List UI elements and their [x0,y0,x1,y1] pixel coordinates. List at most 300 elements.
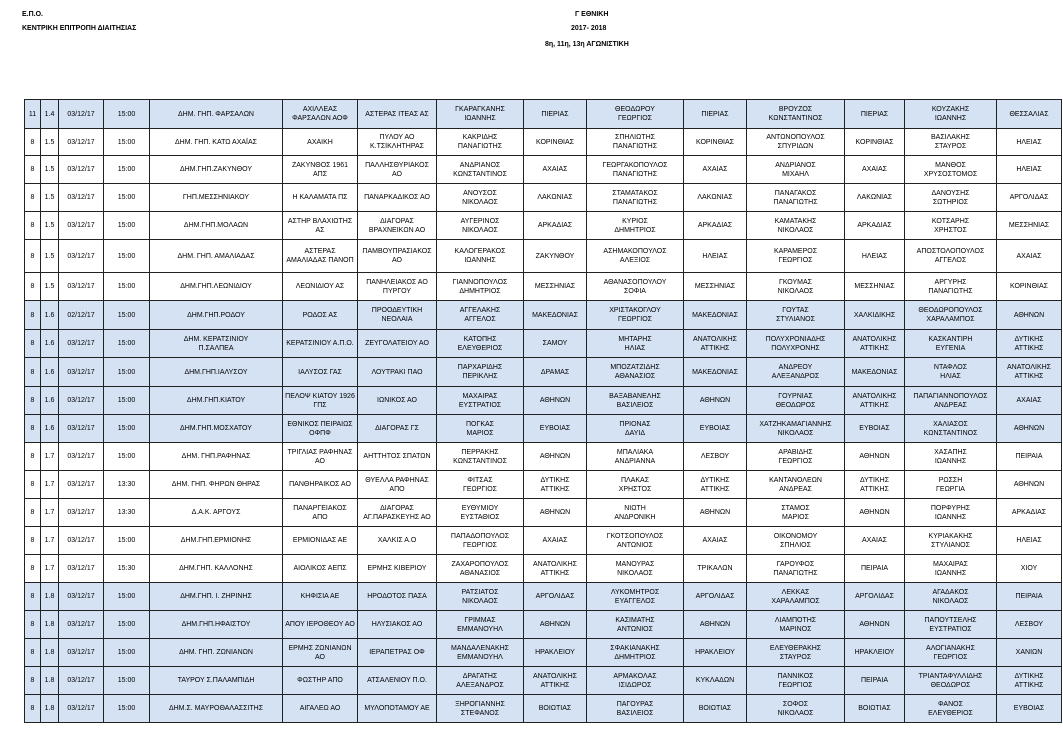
assistant1-association-cell: ΑΧΑΙΑΣ [684,156,747,184]
referee-cell: ΠΕΡΡΑΚΗΣ ΚΩΝΣΤΑΝΤΙΝΟΣ [437,443,524,471]
date-cell: 03/12/17 [59,695,104,723]
time-cell: 15:00 [104,129,150,156]
away-team-cell: ΗΡΟΔΟΤΟΣ ΠΑΣΑ [358,583,437,611]
referee-association-cell: ΑΧΑΙΑΣ [524,527,587,555]
assistant2-cell: ΛΕΚΚΑΣ ΧΑΡΑΛΑΜΠΟΣ [747,583,845,611]
date-cell: 03/12/17 [59,611,104,639]
assistant2-cell: ΓΑΡΟΥΦΟΣ ΠΑΝΑΓΙΩΤΗΣ [747,555,845,583]
assistant2-association-cell: ΜΕΣΣΗΝΙΑΣ [845,273,905,301]
referee-association-cell: ΑΘΗΝΩΝ [524,499,587,527]
assistant2-association-cell: ΑΡΚΑΔΙΑΣ [845,212,905,240]
referee-association-cell: ΑΘΗΝΩΝ [524,387,587,415]
stadium-cell: ΔΗΜ.ΓΗΠ.ΡΟΔΟΥ [150,301,283,330]
assistant2-cell: ΓΟΥΤΑΣ ΣΤΥΛΙΑΝΟΣ [747,301,845,330]
table-row [25,212,1062,240]
date-cell: 03/12/17 [59,212,104,240]
home-team-cell: ΕΡΜΙΟΝΙΔΑΣ ΑΕ [283,527,358,555]
date-cell: 03/12/17 [59,100,104,129]
assistant1-cell: ΓΕΩΡΓΑΚΟΠΟΥΛΟΣ ΠΑΝΑΓΙΩΤΗΣ [587,156,684,184]
table-row [25,358,1062,387]
time-cell: 15:00 [104,387,150,415]
observer-cell: ΡΩΣΣΗ ΓΕΩΡΓΙΑ [905,471,997,499]
referee-association-cell: ΣΑΜΟΥ [524,330,587,358]
observer-cell: ΔΑΝΟΥΣΗΣ ΣΩΤΗΡΙΟΣ [905,184,997,212]
matchday-cell: 8 [25,667,41,695]
time-cell: 13:30 [104,471,150,499]
assistant1-cell: ΠΑΓΟΥΡΑΣ ΒΑΣΙΛΕΙΟΣ [587,695,684,723]
group-cell: 1.8 [41,583,59,611]
assistant2-association-cell: ΑΘΗΝΩΝ [845,443,905,471]
table-row [25,583,1062,611]
time-cell: 15:00 [104,240,150,273]
assistant2-cell: ΚΑΝΤΑΝΟΛΕΩΝ ΑΝΔΡΕΑΣ [747,471,845,499]
observer-association-cell: ΗΛΕΙΑΣ [997,156,1062,184]
assistant1-cell: ΜΑΝΟΥΡΑΣ ΝΙΚΟΛΑΟΣ [587,555,684,583]
group-cell: 1.5 [41,240,59,273]
assistant2-association-cell: ΠΕΙΡΑΙΑ [845,555,905,583]
group-cell: 1.5 [41,212,59,240]
away-team-cell: ΙΩΝΙΚΟΣ ΑΟ [358,387,437,415]
observer-association-cell: ΚΟΡΙΝΘΙΑΣ [997,273,1062,301]
observer-association-cell: ΜΕΣΣΗΝΙΑΣ [997,212,1062,240]
observer-cell: ΠΑΠΟΥΤΣΕΛΗΣ ΕΥΣΤΡΑΤΙΟΣ [905,611,997,639]
observer-association-cell: ΑΧΑΙΑΣ [997,240,1062,273]
referee-cell: ΠΑΡΧΑΡΙΔΗΣ ΠΕΡΙΚΛΗΣ [437,358,524,387]
observer-association-cell: ΠΕΙΡΑΙΑ [997,583,1062,611]
observer-association-cell: ΧΑΝΙΩΝ [997,639,1062,667]
home-team-cell: ΑΣΤΕΡΑΣ ΑΜΑΛΙΑΔΑΣ ΠΑΝΟΠ [283,240,358,273]
referee-association-cell: ΑΡΚΑΔΙΑΣ [524,212,587,240]
date-cell: 03/12/17 [59,499,104,527]
date-cell: 03/12/17 [59,273,104,301]
stadium-cell: ΔΗΜ.ΓΗΠ.ΚΙΑΤΟΥ [150,387,283,415]
assistant2-cell: ΚΑΡΑΜΕΡΟΣ ΓΕΩΡΓΙΟΣ [747,240,845,273]
time-cell: 15:30 [104,555,150,583]
away-team-cell: ΠΑΜΒΟΥΠΡΑΣΙΑΚΟΣ ΑΟ [358,240,437,273]
group-cell: 1.5 [41,273,59,301]
matchday-cell: 8 [25,695,41,723]
matchday-cell: 11 [25,100,41,129]
observer-cell: ΑΛΟΓΙΑΝΑΚΗΣ ΓΕΩΡΓΙΟΣ [905,639,997,667]
assistant2-cell: ΑΡΑΒΙΔΗΣ ΓΕΩΡΓΙΟΣ [747,443,845,471]
date-cell: 03/12/17 [59,330,104,358]
assistant2-cell: ΟΙΚΟΝΟΜΟΥ ΣΠΗΛΙΟΣ [747,527,845,555]
matchday-cell: 8 [25,156,41,184]
date-cell: 02/12/17 [59,301,104,330]
assistant2-association-cell: ΧΑΛΚΙΔΙΚΗΣ [845,301,905,330]
matchday-cell: 8 [25,499,41,527]
assistant2-association-cell: ΗΡΑΚΛΕΙΟΥ [845,639,905,667]
assistant1-cell: ΠΡΙΟΝΑΣ ΔΑΥΙΔ [587,415,684,443]
referee-cell: ΦΙΤΣΑΣ ΓΕΩΡΓΙΟΣ [437,471,524,499]
time-cell: 15:00 [104,212,150,240]
referee-association-cell: ΗΡΑΚΛΕΙΟΥ [524,639,587,667]
observer-cell: ΚΟΤΣΑΡΗΣ ΧΡΗΣΤΟΣ [905,212,997,240]
assistant1-association-cell: ΜΑΚΕΔΟΝΙΑΣ [684,301,747,330]
stadium-cell: ΔΗΜ. ΚΕΡΑΤΣΙΝΙΟΥ Π.ΣΑΛΠΕΑ [150,330,283,358]
group-cell: 1.7 [41,471,59,499]
date-cell: 03/12/17 [59,667,104,695]
referee-association-cell: ΚΟΡΙΝΘΙΑΣ [524,129,587,156]
assistant2-cell: ΧΑΤΖΗΚΑΜΑΓΙΑΝΝΗΣ ΝΙΚΟΛΑΟΣ [747,415,845,443]
assistant2-cell: ΚΑΜΑΤΑΚΗΣ ΝΙΚΟΛΑΟΣ [747,212,845,240]
home-team-cell: ΚΗΦΙΣΙΑ ΑΕ [283,583,358,611]
matchday-cell: 8 [25,301,41,330]
observer-association-cell: ΑΘΗΝΩΝ [997,415,1062,443]
table-row [25,443,1062,471]
away-team-cell: ΠΑΝΗΛΕΙΑΚΟΣ ΑΟ ΠΥΡΓΟΥ [358,273,437,301]
group-cell: 1.6 [41,330,59,358]
home-team-cell: ΑΠΟΥ ΙΕΡΟΘΕΟΥ ΑΟ [283,611,358,639]
group-cell: 1.5 [41,129,59,156]
referee-cell: ΠΑΠΑΔΟΠΟΥΛΟΣ ΓΕΩΡΓΙΟΣ [437,527,524,555]
date-cell: 03/12/17 [59,184,104,212]
stadium-cell: ΔΗΜ.ΓΗΠ.ΙΑΛΥΣΟΥ [150,358,283,387]
referee-association-cell: ΜΕΣΣΗΝΙΑΣ [524,273,587,301]
home-team-cell: ΡΟΔΟΣ ΑΣ [283,301,358,330]
assistant1-cell: ΛΥΚΟΜΗΤΡΟΣ ΕΥΑΓΓΕΛΟΣ [587,583,684,611]
time-cell: 15:00 [104,156,150,184]
assistant1-association-cell: ΔΥΤΙΚΗΣ ΑΤΤΙΚΗΣ [684,471,747,499]
assistant2-association-cell: ΜΑΚΕΔΟΝΙΑΣ [845,358,905,387]
assistant1-association-cell: ΒΟΙΩΤΙΑΣ [684,695,747,723]
home-team-cell: ΖΑΚΥΝΘΟΣ 1961 ΑΠΣ [283,156,358,184]
group-cell: 1.7 [41,555,59,583]
observer-cell: ΚΥΡΙΑΚΑΚΗΣ ΣΤΥΛΙΑΝΟΣ [905,527,997,555]
matchdays-label: 8η, 11η, 13η ΑΓΩΝΙΣΤΙΚΗ [545,41,629,48]
stadium-cell: ΔΗΜ. ΓΗΠ.ΡΑΦΗΝΑΣ [150,443,283,471]
assistant1-cell: ΘΕΟΔΩΡΟΥ ΓΕΩΡΓΙΟΣ [587,100,684,129]
assistant2-association-cell: ΑΧΑΙΑΣ [845,527,905,555]
assistant2-cell: ΓΟΥΡΝΙΑΣ ΘΕΟΔΩΡΟΣ [747,387,845,415]
referee-association-cell: ΔΥΤΙΚΗΣ ΑΤΤΙΚΗΣ [524,471,587,499]
referee-cell: ΚΑΚΡΙΔΗΣ ΠΑΝΑΓΙΩΤΗΣ [437,129,524,156]
away-team-cell: ΗΛΥΣΙΑΚΟΣ ΑΟ [358,611,437,639]
table-row [25,387,1062,415]
away-team-cell: ΑΗΤΤΗΤΟΣ ΣΠΑΤΩΝ [358,443,437,471]
org-name: Ε.Π.Ο. [22,11,44,18]
away-team-cell: ΑΤΣΑΛΕΝΙΟΥ Π.Ο. [358,667,437,695]
observer-cell: ΠΟΡΦΥΡΗΣ ΙΩΑΝΝΗΣ [905,499,997,527]
stadium-cell: ΔΗΜ.ΓΗΠ.ΛΕΩΝΙΔΙΟΥ [150,273,283,301]
table-row [25,240,1062,273]
referee-association-cell: ΑΘΗΝΩΝ [524,611,587,639]
home-team-cell: ΑΙΓΑΛΕΩ ΑΟ [283,695,358,723]
date-cell: 03/12/17 [59,415,104,443]
time-cell: 15:00 [104,330,150,358]
assistant2-cell: ΒΡΟΥΖΟΣ ΚΩΝΣΤΑΝΤΙΝΟΣ [747,100,845,129]
away-team-cell: ΑΣΤΕΡΑΣ ΙΤΕΑΣ ΑΣ [358,100,437,129]
assistant2-cell: ΓΚΟΥΜΑΣ ΝΙΚΟΛΑΟΣ [747,273,845,301]
referee-cell: ΔΡΑΓΑΤΗΣ ΑΛΕΞΑΝΔΡΟΣ [437,667,524,695]
assistant2-cell: ΠΟΛΥΧΡΟΝΙΑΔΗΣ ΠΟΛΥΧΡΟΝΗΣ [747,330,845,358]
table-row [25,471,1062,499]
observer-association-cell: ΘΕΣΣΑΛΙΑΣ [997,100,1062,129]
referee-cell: ΕΥΘΥΜΙΟΥ ΕΥΣΤΑΘΙΟΣ [437,499,524,527]
home-team-cell: ΠΑΝΑΡΓΕΙΑΚΟΣ ΑΠΟ [283,499,358,527]
matchday-cell: 8 [25,527,41,555]
assistant2-cell: ΣΤΑΜΟΣ ΜΑΡΙΟΣ [747,499,845,527]
assistant1-association-cell: ΠΙΕΡΙΑΣ [684,100,747,129]
observer-cell: ΠΑΠΑΓΙΑΝΝΟΠΟΥΛΟΣ ΑΝΔΡΕΑΣ [905,387,997,415]
assistant2-association-cell: ΑΧΑΙΑΣ [845,156,905,184]
group-cell: 1.6 [41,415,59,443]
referee-cell: ΖΑΧΑΡΟΠΟΥΛΟΣ ΑΘΑΝΑΣΙΟΣ [437,555,524,583]
stadium-cell: ΔΗΜ.ΓΗΠ. ΚΑΛΛΟΝΗΣ [150,555,283,583]
group-cell: 1.8 [41,695,59,723]
assistant1-association-cell: ΚΟΡΙΝΘΙΑΣ [684,129,747,156]
home-team-cell: Η ΚΑΛΑΜΑΤΑ ΠΣ [283,184,358,212]
assistant2-association-cell: ΠΙΕΡΙΑΣ [845,100,905,129]
assistant2-association-cell: ΑΘΗΝΩΝ [845,499,905,527]
referee-cell: ΑΝΟΥΣΟΣ ΝΙΚΟΛΑΟΣ [437,184,524,212]
date-cell: 03/12/17 [59,555,104,583]
time-cell: 15:00 [104,100,150,129]
matchday-cell: 8 [25,415,41,443]
matchday-cell: 8 [25,129,41,156]
referee-cell: ΜΑΧΑΙΡΑΣ ΕΥΣΤΡΑΤΙΟΣ [437,387,524,415]
assistant1-association-cell: ΤΡΙΚΑΛΩΝ [684,555,747,583]
observer-cell: ΒΑΣΙΛΑΚΗΣ ΣΤΑΥΡΟΣ [905,129,997,156]
observer-association-cell: ΑΧΑΙΑΣ [997,387,1062,415]
table-row [25,639,1062,667]
matchday-cell: 8 [25,471,41,499]
referee-association-cell: ΖΑΚΥΝΘΟΥ [524,240,587,273]
referee-cell: ΑΥΓΕΡΙΝΟΣ ΝΙΚΟΛΑΟΣ [437,212,524,240]
assistant1-association-cell: ΑΘΗΝΩΝ [684,387,747,415]
assistant2-association-cell: ΑΝΑΤΟΛΙΚΗΣ ΑΤΤΙΚΗΣ [845,387,905,415]
group-cell: 1.4 [41,100,59,129]
assistant1-cell: ΓΚΟΤΣΟΠΟΥΛΟΣ ΑΝΤΩΝΙΟΣ [587,527,684,555]
assistant2-cell: ΠΑΝΑΓΑΚΟΣ ΠΑΝΑΓΙΩΤΗΣ [747,184,845,212]
away-team-cell: ΛΟΥΤΡΑΚΙ ΠΑΟ [358,358,437,387]
group-cell: 1.6 [41,301,59,330]
away-team-cell: ΖΕΥΓΟΛΑΤΕΙΟΥ ΑΟ [358,330,437,358]
time-cell: 15:00 [104,415,150,443]
referee-cell: ΜΑΝΔΑΛΕΝΑΚΗΣ ΕΜΜΑΝΟΥΗΛ [437,639,524,667]
observer-cell: ΘΕΟΔΩΡΟΠΟΥΛΟΣ ΧΑΡΑΛΑΜΠΟΣ [905,301,997,330]
referee-association-cell: ΑΘΗΝΩΝ [524,443,587,471]
assistant2-association-cell: ΑΘΗΝΩΝ [845,611,905,639]
season-label: 2017- 2018 [571,25,607,32]
assistant2-association-cell: ΚΟΡΙΝΘΙΑΣ [845,129,905,156]
away-team-cell: ΠΑΛΛΗΣΘΥΡΙΑΚΟΣ ΑΟ [358,156,437,184]
group-cell: 1.7 [41,443,59,471]
assistant1-cell: ΝΙΩΤΗ ΑΝΔΡΟΝΙΚΗ [587,499,684,527]
stadium-cell: ΔΗΜ. ΓΗΠ. ΦΑΡΣΑΛΩΝ [150,100,283,129]
group-cell: 1.8 [41,639,59,667]
group-cell: 1.6 [41,358,59,387]
referee-cell: ΑΓΓΕΛΑΚΗΣ ΑΓΓΕΛΟΣ [437,301,524,330]
away-team-cell: ΘΥΕΛΛΑ ΡΑΦΗΝΑΣ ΑΠΟ [358,471,437,499]
home-team-cell: ΙΑΛΥΣΟΣ ΓΑΣ [283,358,358,387]
referee-association-cell: ΔΡΑΜΑΣ [524,358,587,387]
assistant2-association-cell: ΠΕΙΡΑΙΑ [845,667,905,695]
referee-association-cell: ΑΝΑΤΟΛΙΚΗΣ ΑΤΤΙΚΗΣ [524,555,587,583]
assistant1-cell: ΒΑΞΑΒΑΝΕΛΗΣ ΒΑΣΙΛΕΙΟΣ [587,387,684,415]
home-team-cell: ΚΕΡΑΤΣΙΝΙΟΥ Α.Π.Ο. [283,330,358,358]
table-row [25,156,1062,184]
assistant1-association-cell: ΜΕΣΣΗΝΙΑΣ [684,273,747,301]
assistant1-cell: ΑΡΜΑΚΟΛΑΣ ΙΣΙΔΩΡΟΣ [587,667,684,695]
observer-cell: ΑΓΑΔΑΚΟΣ ΝΙΚΟΛΑΟΣ [905,583,997,611]
table-row [25,667,1062,695]
date-cell: 03/12/17 [59,527,104,555]
home-team-cell: ΕΡΜΗΣ ΖΩΝΙΑΝΩΝ ΑΟ [283,639,358,667]
group-cell: 1.8 [41,667,59,695]
time-cell: 15:00 [104,273,150,301]
observer-cell: ΜΑΝΘΟΣ ΧΡΥΣΟΣΤΟΜΟΣ [905,156,997,184]
matchday-cell: 8 [25,611,41,639]
assistant2-cell: ΑΝΔΡΙΑΝΟΣ ΜΙΧΑΗΛ [747,156,845,184]
assistant1-cell: ΣΤΑΜΑΤΑΚΟΣ ΠΑΝΑΓΙΩΤΗΣ [587,184,684,212]
referee-association-cell: ΜΑΚΕΔΟΝΙΑΣ [524,301,587,330]
assistant1-cell: ΠΛΑΚΑΣ ΧΡΗΣΤΟΣ [587,471,684,499]
time-cell: 13:30 [104,499,150,527]
group-cell: 1.5 [41,156,59,184]
home-team-cell: ΠΕΛΟΨ ΚΙΑΤΟΥ 1926 ΓΠΣ [283,387,358,415]
matchday-cell: 8 [25,273,41,301]
time-cell: 15:00 [104,611,150,639]
away-team-cell: ΠΡΟΟΔΕΥΤΙΚΗ ΝΕΟΛΑΙΑ [358,301,437,330]
matchday-cell: 8 [25,330,41,358]
group-cell: 1.7 [41,527,59,555]
assistant2-association-cell: ΛΑΚΩΝΙΑΣ [845,184,905,212]
referee-cell: ΚΑΤΟΠΗΣ ΕΛΕΥΘΕΡΙΟΣ [437,330,524,358]
assistant2-association-cell: ΗΛΕΙΑΣ [845,240,905,273]
home-team-cell: ΠΑΝΘΗΡΑΙΚΟΣ ΑΟ [283,471,358,499]
assistant2-cell: ΑΝΤΩΝΟΠΟΥΛΟΣ ΣΠΥΡΙΔΩΝ [747,129,845,156]
away-team-cell: ΙΕΡΑΠΕΤΡΑΣ ΟΦ [358,639,437,667]
committee-name: ΚΕΝΤΡΙΚΗ ΕΠΙΤΡΟΠΗ ΔΙΑΙΤΗΣΙΑΣ [22,25,137,32]
home-team-cell: ΑΣΤΗΡ ΒΛΑΧΙΩΤΗΣ ΑΣ [283,212,358,240]
assistant1-association-cell: ΑΡΓΟΛΙΔΑΣ [684,583,747,611]
assistant1-association-cell: ΛΕΣΒΟΥ [684,443,747,471]
referee-association-cell: ΑΝΑΤΟΛΙΚΗΣ ΑΤΤΙΚΗΣ [524,667,587,695]
matchday-cell: 8 [25,358,41,387]
assistant1-association-cell: ΚΥΚΛΑΔΩΝ [684,667,747,695]
observer-association-cell: ΔΥΤΙΚΗΣ ΑΤΤΙΚΗΣ [997,667,1062,695]
assistant1-association-cell: ΑΧΑΙΑΣ [684,527,747,555]
matchday-cell: 8 [25,555,41,583]
stadium-cell: ΔΗΜ. ΓΗΠ. ΦΗΡΩΝ ΘΗΡΑΣ [150,471,283,499]
referee-assignments-table [24,99,1062,723]
observer-cell: ΑΠΟΣΤΟΛΟΠΟΥΛΟΣ ΑΓΓΕΛΟΣ [905,240,997,273]
referee-association-cell: ΕΥΒΟΙΑΣ [524,415,587,443]
referee-cell: ΚΑΛΟΓΕΡΑΚΟΣ ΙΩΑΝΝΗΣ [437,240,524,273]
date-cell: 03/12/17 [59,639,104,667]
away-team-cell: ΔΙΑΓΟΡΑΣ ΒΡΑΧΝΕΙΚΩΝ ΑΟ [358,212,437,240]
matchday-cell: 8 [25,184,41,212]
assistant1-association-cell: ΜΑΚΕΔΟΝΙΑΣ [684,358,747,387]
observer-association-cell: ΗΛΕΙΑΣ [997,129,1062,156]
date-cell: 03/12/17 [59,583,104,611]
assistant1-cell: ΑΣΗΜΑΚΟΠΟΥΛΟΣ ΑΛΕΞΙΟΣ [587,240,684,273]
date-cell: 03/12/17 [59,387,104,415]
stadium-cell: ΔΗΜ.ΓΗΠ.ΖΑΚΥΝΘΟΥ [150,156,283,184]
table-row [25,499,1062,527]
referee-cell: ΓΡΙΜΜΑΣ ΕΜΜΑΝΟΥΗΛ [437,611,524,639]
time-cell: 15:00 [104,184,150,212]
home-team-cell: ΤΡΙΓΛΙΑΣ ΡΑΦΗΝΑΣ ΑΟ [283,443,358,471]
assistant2-cell: ΕΛΕΥΘΕΡΑΚΗΣ ΣΤΑΥΡΟΣ [747,639,845,667]
assistant2-cell: ΑΝΔΡΕΟΥ ΑΛΕΞΑΝΔΡΟΣ [747,358,845,387]
away-team-cell: ΔΙΑΓΟΡΑΣ ΓΣ [358,415,437,443]
stadium-cell: ΔΗΜ.ΓΗΠ. Ι. ΖΗΡΙΝΗΣ [150,583,283,611]
observer-association-cell: ΧΙΟΥ [997,555,1062,583]
assistant2-association-cell: ΔΥΤΙΚΗΣ ΑΤΤΙΚΗΣ [845,471,905,499]
assistant1-association-cell: ΑΘΗΝΩΝ [684,499,747,527]
observer-association-cell: ΑΘΗΝΩΝ [997,301,1062,330]
table-row [25,129,1062,156]
assistant2-association-cell: ΒΟΙΩΤΙΑΣ [845,695,905,723]
stadium-cell: ΔΗΜ.Σ. ΜΑΥΡΟΘΑΛΑΣΣΙΤΗΣ [150,695,283,723]
time-cell: 15:00 [104,358,150,387]
assistant1-association-cell: ΑΘΗΝΩΝ [684,611,747,639]
home-team-cell: ΑΧΙΛΛΕΑΣ ΦΑΡΣΑΛΩΝ ΑΟΦ [283,100,358,129]
date-cell: 03/12/17 [59,129,104,156]
stadium-cell: Δ.Α.Κ. ΑΡΓΟΥΣ [150,499,283,527]
assistant2-cell: ΛΙΑΜΠΟΤΗΣ ΜΑΡΙΝΟΣ [747,611,845,639]
matchday-cell: 8 [25,583,41,611]
observer-cell: ΑΡΓΥΡΗΣ ΠΑΝΑΓΙΩΤΗΣ [905,273,997,301]
table-row [25,301,1062,330]
table-row [25,184,1062,212]
assistant2-cell: ΠΑΝΝΙΚΟΣ ΓΕΩΡΓΙΟΣ [747,667,845,695]
referee-cell: ΑΝΔΡΙΑΝΟΣ ΚΩΝΣΤΑΝΤΙΝΟΣ [437,156,524,184]
matchday-cell: 8 [25,443,41,471]
referee-cell: ΓΚΑΡΑΓΚΑΝΗΣ ΙΩΑΝΝΗΣ [437,100,524,129]
assistant1-cell: ΣΠΗΛΙΩΤΗΣ ΠΑΝΑΓΙΩΤΗΣ [587,129,684,156]
table-row [25,611,1062,639]
away-team-cell: ΠΑΝΑΡΚΑΔΙΚΟΣ ΑΟ [358,184,437,212]
time-cell: 15:00 [104,527,150,555]
assistant1-cell: ΚΥΡΙΟΣ ΔΗΜΗΤΡΙΟΣ [587,212,684,240]
observer-association-cell: ΑΡΓΟΛΙΔΑΣ [997,184,1062,212]
date-cell: 03/12/17 [59,471,104,499]
time-cell: 15:00 [104,639,150,667]
assistant1-association-cell: ΑΡΚΑΔΙΑΣ [684,212,747,240]
stadium-cell: ΔΗΜ.ΓΗΠ.ΜΟΣΧΑΤΟΥ [150,415,283,443]
stadium-cell: ΔΗΜ.ΓΗΠ.ΕΡΜΙΟΝΗΣ [150,527,283,555]
assistant1-association-cell: ΗΛΕΙΑΣ [684,240,747,273]
stadium-cell: ΔΗΜ. ΓΗΠ. ΑΜΑΛΙΑΔΑΣ [150,240,283,273]
referee-cell: ΞΗΡΟΓΙΑΝΝΗΣ ΣΤΕΦΑΝΟΣ [437,695,524,723]
away-team-cell: ΠΥΛΟΥ ΑΟ Κ.ΤΣΙΚΛΗΤΗΡΑΣ [358,129,437,156]
date-cell: 03/12/17 [59,156,104,184]
observer-association-cell: ΑΝΑΤΟΛΙΚΗΣ ΑΤΤΙΚΗΣ [997,358,1062,387]
home-team-cell: ΛΕΩΝΙΔΙΟΥ ΑΣ [283,273,358,301]
observer-association-cell: ΑΘΗΝΩΝ [997,471,1062,499]
assistant2-association-cell: ΕΥΒΟΙΑΣ [845,415,905,443]
stadium-cell: ΔΗΜ.ΓΗΠ.ΗΦΑΙΣΤΟΥ [150,611,283,639]
observer-association-cell: ΗΛΕΙΑΣ [997,527,1062,555]
stadium-cell: ΓΗΠ.ΜΕΣΣΗΝΙΑΚΟΥ [150,184,283,212]
home-team-cell: ΑΙΟΛΙΚΟΣ ΑΕΠΣ [283,555,358,583]
matchday-cell: 8 [25,240,41,273]
time-cell: 15:00 [104,695,150,723]
group-cell: 1.8 [41,611,59,639]
stadium-cell: ΔΗΜ. ΓΗΠ. ΖΩΝΙΑΝΩΝ [150,639,283,667]
assistant2-association-cell: ΑΡΓΟΛΙΔΑΣ [845,583,905,611]
stadium-cell: ΔΗΜ. ΓΗΠ. ΚΑΤΩ ΑΧΑΪΑΣ [150,129,283,156]
referee-cell: ΡΑΤΣΙΑΤΟΣ ΝΙΚΟΛΑΟΣ [437,583,524,611]
away-team-cell: ΜΥΛΟΠΟΤΑΜΟΥ ΑΕ [358,695,437,723]
assistant1-association-cell: ΗΡΑΚΛΕΙΟΥ [684,639,747,667]
assistant1-cell: ΜΠΑΛΙΑΚΑ ΑΝΔΡΙΑΝΝΑ [587,443,684,471]
referee-association-cell: ΑΧΑΙΑΣ [524,156,587,184]
stadium-cell: ΔΗΜ.ΓΗΠ.ΜΟΛΑΩΝ [150,212,283,240]
